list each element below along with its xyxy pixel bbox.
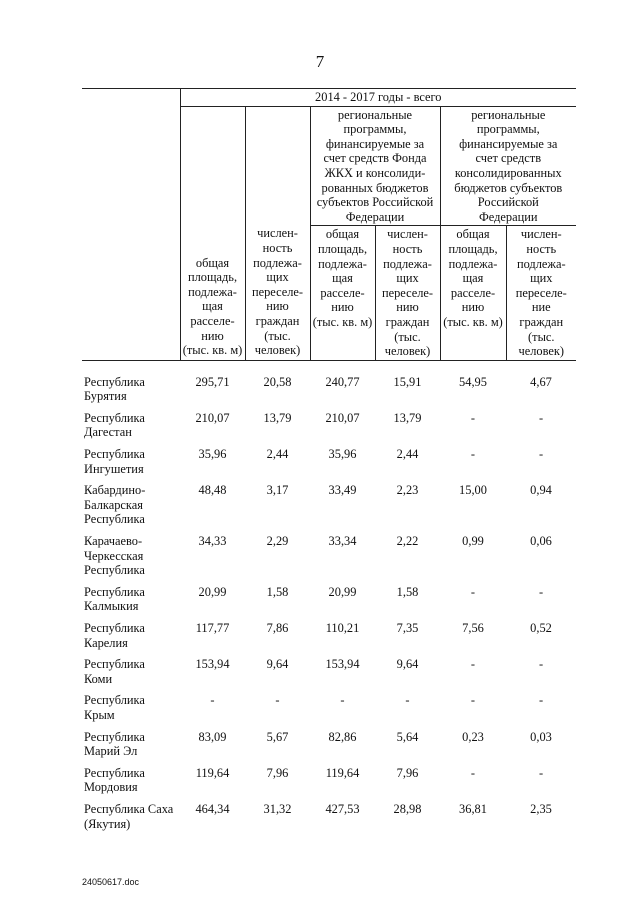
budget-people-value: 2,35 (530, 801, 552, 816)
fund-people-value: 5,64 (396, 729, 419, 744)
header-total-area (180, 106, 245, 360)
budget-area-value: 7,56 (462, 621, 484, 635)
total-area-value: - (210, 693, 215, 708)
region-name: Республика Коми (84, 657, 145, 686)
table-row (82, 411, 576, 447)
region-name: Республика Дагестан (84, 410, 145, 440)
table-row (82, 483, 576, 534)
table-row (82, 657, 576, 693)
budget-area-value: 15,00 (459, 483, 487, 498)
total-area-value: 119,64 (195, 765, 230, 780)
total-people-value: 2,44 (266, 447, 289, 462)
header-fund-people-text: числен- ность подлежа- щих переселе- нию граждан (тыс. человек) (381, 227, 434, 359)
fund-people-value: 28,98 (393, 801, 422, 816)
region-name: Республика Калмыкия (84, 584, 145, 614)
fund-area-value: 35,96 (328, 447, 357, 462)
table-row (82, 766, 576, 802)
budget-area-value: - (470, 693, 476, 708)
report-table (82, 88, 576, 838)
fund-area-value: 210,07 (325, 410, 360, 425)
table-row (82, 534, 576, 585)
header-budget-people (506, 226, 576, 360)
region-name: Республика Карелия (84, 621, 145, 650)
fund-area-value: 33,49 (328, 483, 357, 498)
total-people-value: 13,79 (263, 410, 292, 425)
fund-area-value: 119,64 (325, 765, 360, 780)
table-row (82, 621, 576, 657)
budget-people-value: 0,06 (530, 534, 552, 549)
footer-filename: 24050617.doc (82, 877, 140, 887)
budget-area-value: - (470, 657, 476, 672)
header-budget-area-text: общая площадь, подлежа- щая расселе- нию (тыс. кв. м) (443, 227, 503, 329)
fund-area-value: 110,21 (325, 621, 360, 635)
fund-people-value: 7,96 (396, 765, 419, 780)
budget-people-value: 0,94 (530, 483, 552, 498)
header-fund-group-text: региональные программы, финансируемые за счет средств Фонда ЖКХ и консолиди- рованных бюджетов субъектов Российской Федерации (316, 107, 434, 224)
total-area-value: 34,33 (198, 534, 227, 549)
budget-area-value: - (470, 584, 476, 599)
region-name: Кабардино- Балкарская Республика (84, 483, 146, 527)
region-name: Республика Мордовия (84, 765, 145, 795)
header-total-people (245, 106, 310, 360)
header-fund-area-text: общая площадь, подлежа- щая расселе- нию (тыс. кв. м) (312, 227, 373, 329)
total-people-value: 7,86 (266, 621, 289, 635)
header-budget-group (440, 106, 576, 226)
fund-area-value: 82,86 (328, 729, 357, 744)
region-name: Республика Саха (Якутия) (84, 801, 174, 831)
region-name: Карачаево- Черкесская Республика (84, 534, 145, 578)
table-row (82, 360, 576, 411)
total-area-value: 48,48 (198, 483, 227, 498)
total-area-value: 20,99 (198, 584, 227, 599)
budget-area-value: 0,99 (462, 534, 484, 549)
budget-people-value: - (538, 447, 544, 462)
total-people-value: 1,58 (266, 584, 289, 599)
table-container (82, 88, 576, 838)
budget-people-value: - (538, 410, 544, 425)
total-area-value: 153,94 (195, 657, 230, 672)
total-area-value: 295,71 (195, 374, 230, 389)
budget-people-value: 4,67 (530, 374, 552, 389)
region-name: Республика Ингушетия (84, 447, 145, 476)
table-row (82, 585, 576, 621)
total-people-value: 31,32 (263, 801, 292, 816)
header-corner (82, 89, 180, 361)
fund-area-value: 427,53 (325, 801, 360, 816)
fund-people-value: 15,91 (393, 374, 422, 389)
fund-people-value: 2,23 (396, 483, 419, 498)
fund-people-value: 2,44 (396, 447, 419, 462)
header-budget-group-text: региональные программы, финансируемые за счет средств консолидированных бюджетов субъектов Российской Федерации (454, 107, 563, 224)
total-area-value: 210,07 (195, 410, 230, 425)
region-name: Республика Крым (84, 693, 145, 722)
total-area-value: 117,77 (195, 621, 230, 635)
total-area-value: 35,96 (198, 447, 227, 462)
header-fund-people (375, 226, 440, 360)
total-people-value: 5,67 (266, 729, 289, 744)
total-people-value: - (275, 693, 280, 708)
budget-area-value: - (470, 410, 476, 425)
table-body (82, 360, 576, 838)
total-people-value: 2,29 (266, 534, 289, 549)
fund-people-value: 7,35 (396, 621, 419, 635)
budget-area-value: 54,95 (459, 374, 487, 389)
table-header (82, 89, 576, 361)
header-fund-area (310, 226, 375, 360)
budget-area-value: - (470, 765, 476, 780)
budget-people-value: - (538, 765, 544, 780)
fund-area-value: 153,94 (325, 657, 360, 672)
header-fund-group (310, 106, 440, 226)
fund-people-value: 13,79 (393, 410, 422, 425)
header-period: 2014 - 2017 годы - всего (180, 89, 576, 107)
header-budget-people-text: числен- ность подлежа- щих переселе- ние граждан (тыс. человек) (515, 227, 567, 359)
fund-area-value: 33,34 (328, 534, 357, 549)
region-name: Республика Марий Эл (84, 729, 145, 759)
table-row (82, 693, 576, 729)
total-people-value: 7,96 (266, 765, 289, 780)
total-people-value: 3,17 (266, 483, 289, 498)
fund-area-value: 240,77 (325, 374, 360, 389)
budget-people-value: - (538, 657, 544, 672)
budget-area-value: 0,23 (462, 729, 484, 744)
header-total-people-text: числен- ность подлежа- щих переселе- нию граждан (тыс. человек) (251, 226, 304, 358)
total-area-value: 83,09 (198, 729, 227, 744)
fund-people-value: 1,58 (396, 584, 419, 599)
fund-people-value: 2,22 (396, 534, 419, 549)
budget-people-value: - (538, 693, 544, 708)
table-row (82, 730, 576, 766)
total-area-value: 464,34 (195, 801, 230, 816)
fund-people-value: - (405, 693, 410, 708)
page-number: 7 (315, 52, 325, 71)
total-people-value: 9,64 (266, 657, 289, 672)
budget-area-value: 36,81 (459, 801, 487, 816)
header-total-area-text: общая площадь, подлежа- щая расселе- нию (тыс. кв. м) (182, 255, 243, 358)
budget-people-value: 0,03 (530, 729, 552, 744)
header-budget-area (440, 226, 506, 360)
budget-people-value: - (538, 584, 544, 599)
table-row (82, 802, 576, 838)
fund-people-value: 9,64 (396, 657, 419, 672)
total-people-value: 20,58 (263, 374, 292, 389)
fund-area-value: 20,99 (328, 584, 357, 599)
table-row (82, 447, 576, 483)
budget-people-value: 0,52 (530, 621, 552, 635)
region-name: Республика Бурятия (84, 374, 145, 404)
budget-area-value: - (470, 447, 476, 462)
fund-area-value: - (340, 693, 345, 708)
